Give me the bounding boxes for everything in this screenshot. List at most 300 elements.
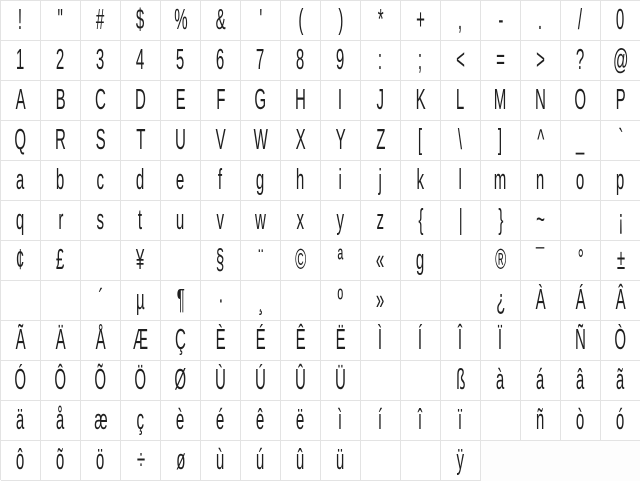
glyph-cell[interactable] <box>321 161 361 201</box>
glyph-cell[interactable] <box>121 281 161 321</box>
glyph: S <box>95 124 106 156</box>
glyph-cell-blank[interactable] <box>361 361 401 401</box>
glyph-cell[interactable] <box>441 441 481 481</box>
glyph: ¡ <box>617 204 624 236</box>
glyph-cell[interactable] <box>361 401 401 441</box>
glyph-cell[interactable] <box>321 321 361 361</box>
glyph: 4 <box>136 44 145 76</box>
glyph-cell[interactable] <box>81 1 121 41</box>
glyph-cell[interactable] <box>481 121 521 161</box>
glyph-cell-blank[interactable] <box>561 201 601 241</box>
glyph-cell-blank[interactable] <box>41 281 81 321</box>
glyph-cell[interactable] <box>161 201 201 241</box>
glyph: ë <box>296 404 305 436</box>
glyph-cell[interactable] <box>481 201 521 241</box>
glyph: $ <box>136 4 145 36</box>
glyph-cell[interactable] <box>1 321 41 361</box>
glyph: { <box>417 204 424 236</box>
glyph-cell-blank[interactable] <box>441 241 481 281</box>
glyph: â <box>576 364 585 396</box>
glyph: ò <box>576 404 585 436</box>
glyph: 9 <box>336 44 345 76</box>
glyph: & <box>215 4 226 36</box>
glyph-cell[interactable] <box>321 401 361 441</box>
glyph-cell-blank[interactable] <box>361 441 401 481</box>
glyph-cell[interactable] <box>241 241 281 281</box>
glyph-cell[interactable] <box>481 81 521 121</box>
glyph-cell[interactable] <box>561 281 601 321</box>
glyph: ø <box>175 444 186 476</box>
glyph-cell[interactable] <box>361 201 401 241</box>
glyph: ' <box>259 4 262 36</box>
glyph-cell[interactable] <box>321 41 361 81</box>
glyph-cell[interactable] <box>441 201 481 241</box>
glyph: Q <box>14 124 27 156</box>
glyph: J <box>376 84 385 116</box>
glyph-cell[interactable] <box>121 241 161 281</box>
glyph: ì <box>338 404 343 436</box>
glyph-cell[interactable] <box>201 401 241 441</box>
glyph-cell[interactable] <box>401 401 441 441</box>
glyph-cell[interactable] <box>241 81 281 121</box>
glyph: : <box>378 44 383 76</box>
glyph-cell[interactable] <box>321 1 361 41</box>
glyph-cell[interactable] <box>561 121 601 161</box>
glyph-cell[interactable] <box>481 161 521 201</box>
glyph-cell-blank[interactable] <box>401 281 441 321</box>
glyph-cell[interactable] <box>281 441 321 481</box>
glyph-cell[interactable] <box>201 81 241 121</box>
glyph: É <box>255 324 266 356</box>
glyph-cell[interactable] <box>561 1 601 41</box>
glyph-cell[interactable] <box>601 81 640 121</box>
glyph: ß <box>455 364 466 396</box>
glyph-cell[interactable] <box>41 401 81 441</box>
glyph: ÿ <box>456 444 465 476</box>
glyph-cell[interactable] <box>41 1 81 41</box>
glyph: » <box>376 284 385 316</box>
glyph: À <box>535 284 546 316</box>
glyph: ¿ <box>495 284 506 316</box>
glyph-cell[interactable] <box>1 201 41 241</box>
glyph-cell[interactable] <box>241 321 281 361</box>
glyph-cell[interactable] <box>401 161 441 201</box>
glyph-cell[interactable] <box>401 241 441 281</box>
glyph-cell[interactable] <box>241 1 281 41</box>
glyph-cell[interactable] <box>361 161 401 201</box>
glyph-cell[interactable] <box>481 361 521 401</box>
glyph-cell[interactable] <box>441 321 481 361</box>
glyph-cell[interactable] <box>41 241 81 281</box>
glyph: È <box>215 324 226 356</box>
glyph-cell[interactable] <box>81 161 121 201</box>
glyph-cell[interactable] <box>241 41 281 81</box>
glyph-cell[interactable] <box>601 41 640 81</box>
glyph-cell[interactable] <box>1 41 41 81</box>
glyph: 5 <box>176 44 185 76</box>
glyph-cell[interactable] <box>1 121 41 161</box>
glyph-cell[interactable] <box>321 441 361 481</box>
glyph-cell[interactable] <box>601 401 640 441</box>
glyph: £ <box>56 244 65 276</box>
glyph: ´ <box>97 284 104 316</box>
glyph: % <box>173 4 188 36</box>
glyph: U <box>175 124 186 156</box>
glyph-cell[interactable] <box>81 361 121 401</box>
glyph-cell[interactable] <box>561 41 601 81</box>
glyph-cell[interactable] <box>401 321 441 361</box>
glyph-cell[interactable] <box>161 161 201 201</box>
glyph-cell[interactable] <box>41 41 81 81</box>
glyph: " <box>57 4 64 36</box>
glyph-cell[interactable] <box>441 401 481 441</box>
glyph-cell[interactable] <box>121 41 161 81</box>
empty-slot <box>561 441 601 481</box>
glyph-cell[interactable] <box>81 81 121 121</box>
glyph-cell[interactable] <box>521 41 561 81</box>
glyph: Æ <box>132 324 149 356</box>
glyph-cell[interactable] <box>201 321 241 361</box>
glyph-cell[interactable] <box>601 281 640 321</box>
glyph-cell[interactable] <box>121 321 161 361</box>
glyph-cell-blank[interactable] <box>1 281 41 321</box>
glyph-cell[interactable] <box>321 121 361 161</box>
glyph-cell-blank[interactable] <box>401 361 441 401</box>
glyph-cell[interactable] <box>561 321 601 361</box>
glyph-cell[interactable] <box>201 441 241 481</box>
glyph-cell[interactable] <box>401 41 441 81</box>
glyph: Ü <box>335 364 346 396</box>
glyph: ¢ <box>16 244 25 276</box>
empty-slot <box>521 441 561 481</box>
glyph-cell-blank[interactable] <box>401 441 441 481</box>
glyph-cell[interactable] <box>41 81 81 121</box>
glyph-cell[interactable] <box>441 361 481 401</box>
glyph-cell[interactable] <box>121 441 161 481</box>
glyph: _ <box>576 124 585 156</box>
glyph: [ <box>418 124 423 156</box>
glyph-cell[interactable] <box>121 401 161 441</box>
glyph-cell[interactable] <box>481 41 521 81</box>
glyph-cell[interactable] <box>321 281 361 321</box>
glyph-cell[interactable] <box>561 81 601 121</box>
glyph-cell[interactable] <box>601 1 640 41</box>
glyph-cell[interactable] <box>201 1 241 41</box>
glyph-cell[interactable] <box>1 441 41 481</box>
glyph: B <box>55 84 66 116</box>
glyph-cell[interactable] <box>201 241 241 281</box>
glyph-cell[interactable] <box>201 161 241 201</box>
glyph-cell[interactable] <box>241 121 281 161</box>
glyph-cell[interactable] <box>1 361 41 401</box>
glyph-cell[interactable] <box>561 361 601 401</box>
glyph-cell[interactable] <box>601 121 640 161</box>
glyph-cell[interactable] <box>361 81 401 121</box>
glyph-cell-blank[interactable] <box>161 241 201 281</box>
glyph-cell[interactable] <box>281 1 321 41</box>
glyph: r <box>57 204 64 236</box>
glyph-cell[interactable] <box>161 441 201 481</box>
glyph-cell[interactable] <box>241 161 281 201</box>
glyph: Ù <box>215 364 226 396</box>
glyph-cell[interactable] <box>401 1 441 41</box>
glyph: i <box>338 164 343 196</box>
glyph: b <box>56 164 65 196</box>
glyph: k <box>416 164 425 196</box>
glyph-cell[interactable] <box>361 1 401 41</box>
glyph: û <box>296 444 305 476</box>
glyph-cell[interactable] <box>161 1 201 41</box>
glyph: E <box>175 84 186 116</box>
glyph: î <box>418 404 423 436</box>
glyph: T <box>135 124 146 156</box>
glyph: õ <box>56 444 65 476</box>
glyph-cell[interactable] <box>81 281 121 321</box>
glyph: ñ <box>536 404 545 436</box>
glyph: h <box>296 164 305 196</box>
glyph-cell[interactable] <box>161 81 201 121</box>
glyph-cell-blank[interactable] <box>521 321 561 361</box>
glyph: © <box>294 244 307 276</box>
glyph: ¥ <box>136 244 145 276</box>
glyph: , <box>458 4 463 36</box>
glyph-cell[interactable] <box>201 281 241 321</box>
glyph-cell[interactable] <box>561 161 601 201</box>
glyph: ° <box>577 244 584 276</box>
glyph: é <box>216 404 225 436</box>
glyph-cell[interactable] <box>401 121 441 161</box>
glyph: P <box>615 84 626 116</box>
glyph: * <box>377 4 384 36</box>
glyph: á <box>536 364 545 396</box>
glyph: 6 <box>216 44 225 76</box>
glyph-cell[interactable] <box>441 81 481 121</box>
glyph-cell[interactable] <box>161 121 201 161</box>
empty-slot <box>481 441 521 481</box>
glyph-cell[interactable] <box>401 81 441 121</box>
glyph: - <box>497 4 504 36</box>
glyph-cell[interactable] <box>521 161 561 201</box>
glyph-cell[interactable] <box>161 401 201 441</box>
glyph-cell[interactable] <box>81 321 121 361</box>
glyph: · <box>217 284 224 316</box>
glyph: í <box>378 404 383 436</box>
glyph: D <box>135 84 146 116</box>
glyph-cell[interactable] <box>81 401 121 441</box>
glyph-cell[interactable] <box>361 321 401 361</box>
glyph-cell[interactable] <box>521 1 561 41</box>
glyph: Z <box>375 124 386 156</box>
empty-slot <box>601 441 640 481</box>
glyph-cell[interactable] <box>281 201 321 241</box>
glyph-cell[interactable] <box>41 161 81 201</box>
glyph-cell[interactable] <box>601 321 640 361</box>
glyph: ( <box>297 4 304 36</box>
glyph-cell[interactable] <box>321 201 361 241</box>
glyph-cell[interactable] <box>41 121 81 161</box>
glyph: Ñ <box>575 324 586 356</box>
glyph-cell[interactable] <box>521 81 561 121</box>
glyph-cell[interactable] <box>1 241 41 281</box>
glyph-cell[interactable] <box>121 161 161 201</box>
glyph-cell[interactable] <box>81 121 121 161</box>
glyph: z <box>376 204 385 236</box>
glyph: Ö <box>134 364 147 396</box>
glyph-cell[interactable] <box>561 401 601 441</box>
glyph: ô <box>16 444 25 476</box>
glyph: µ <box>136 284 145 316</box>
glyph-cell[interactable] <box>281 41 321 81</box>
glyph-cell[interactable] <box>441 161 481 201</box>
glyph: u <box>176 204 185 236</box>
glyph-cell[interactable] <box>241 281 281 321</box>
glyph-cell[interactable] <box>241 401 281 441</box>
glyph: H <box>295 84 306 116</box>
glyph: 8 <box>296 44 305 76</box>
glyph-cell[interactable] <box>441 41 481 81</box>
glyph-cell[interactable] <box>601 161 640 201</box>
glyph: # <box>96 4 105 36</box>
glyph-cell[interactable] <box>81 41 121 81</box>
glyph-cell[interactable] <box>201 41 241 81</box>
glyph-cell[interactable] <box>81 441 121 481</box>
glyph: Ó <box>14 364 27 396</box>
glyph-cell[interactable] <box>161 361 201 401</box>
glyph: æ <box>93 404 108 436</box>
glyph: = <box>496 44 505 76</box>
glyph-cell[interactable] <box>241 361 281 401</box>
glyph: Î <box>458 324 463 356</box>
glyph-cell[interactable] <box>1 1 41 41</box>
glyph-cell[interactable] <box>601 201 640 241</box>
glyph: m <box>494 164 507 196</box>
glyph-cell[interactable] <box>41 201 81 241</box>
glyph-cell[interactable] <box>481 281 521 321</box>
glyph-cell[interactable] <box>281 161 321 201</box>
glyph-cell[interactable] <box>201 121 241 161</box>
glyph-cell[interactable] <box>521 281 561 321</box>
glyph: Û <box>295 364 306 396</box>
glyph-cell[interactable] <box>521 241 561 281</box>
glyph: V <box>215 124 226 156</box>
glyph: s <box>96 204 105 236</box>
glyph-cell-blank[interactable] <box>481 401 521 441</box>
glyph: > <box>536 44 545 76</box>
glyph-cell[interactable] <box>41 361 81 401</box>
glyph: g <box>416 244 425 276</box>
glyph-cell[interactable] <box>1 81 41 121</box>
glyph-cell[interactable] <box>481 321 521 361</box>
glyph: Ç <box>175 324 186 356</box>
glyph-cell[interactable] <box>361 281 401 321</box>
glyph-cell-blank[interactable] <box>81 241 121 281</box>
glyph: G <box>254 84 267 116</box>
glyph-cell-blank[interactable] <box>441 281 481 321</box>
glyph-cell[interactable] <box>1 401 41 441</box>
glyph: ® <box>494 244 507 276</box>
glyph-cell[interactable] <box>161 281 201 321</box>
glyph: ) <box>337 4 344 36</box>
glyph: Ä <box>55 324 66 356</box>
glyph-cell[interactable] <box>81 201 121 241</box>
glyph-cell[interactable] <box>521 361 561 401</box>
glyph-cell[interactable] <box>321 241 361 281</box>
glyph-cell[interactable] <box>441 1 481 41</box>
glyph: f <box>218 164 223 196</box>
glyph-cell[interactable] <box>161 41 201 81</box>
glyph: 7 <box>256 44 265 76</box>
glyph: Â <box>615 284 626 316</box>
glyph-cell[interactable] <box>601 361 640 401</box>
glyph: j <box>378 164 383 196</box>
glyph-cell[interactable] <box>121 1 161 41</box>
glyph: n <box>536 164 545 196</box>
glyph-cell[interactable] <box>241 201 281 241</box>
glyph: Y <box>335 124 346 156</box>
glyph: q <box>16 204 25 236</box>
glyph-cell[interactable] <box>121 201 161 241</box>
glyph-cell[interactable] <box>281 121 321 161</box>
glyph: I <box>338 84 343 116</box>
glyph: ~ <box>536 204 545 236</box>
glyph-cell[interactable] <box>281 401 321 441</box>
glyph-cell[interactable] <box>521 401 561 441</box>
glyph-cell[interactable] <box>241 441 281 481</box>
glyph-cell[interactable] <box>361 41 401 81</box>
glyph-cell[interactable] <box>121 121 161 161</box>
glyph: R <box>55 124 66 156</box>
glyph: p <box>616 164 625 196</box>
glyph-cell[interactable] <box>521 121 561 161</box>
glyph-cell[interactable] <box>401 201 441 241</box>
glyph-cell[interactable] <box>41 321 81 361</box>
glyph: ö <box>96 444 105 476</box>
glyph: A <box>15 84 26 116</box>
glyph: ä <box>16 404 25 436</box>
glyph: Ø <box>174 364 187 396</box>
glyph: ó <box>616 404 625 436</box>
glyph-cell[interactable] <box>481 1 521 41</box>
glyph-cell-blank[interactable] <box>281 281 321 321</box>
glyph-cell[interactable] <box>521 201 561 241</box>
glyph-cell[interactable] <box>121 81 161 121</box>
glyph: ã <box>616 364 625 396</box>
glyph-cell[interactable] <box>321 81 361 121</box>
glyph-cell[interactable] <box>281 361 321 401</box>
glyph-cell[interactable] <box>361 121 401 161</box>
glyph-cell[interactable] <box>601 241 640 281</box>
glyph-cell[interactable] <box>201 201 241 241</box>
glyph: a <box>16 164 25 196</box>
glyph-cell[interactable] <box>41 441 81 481</box>
glyph-cell[interactable] <box>561 241 601 281</box>
glyph-cell[interactable] <box>121 361 161 401</box>
glyph: Á <box>575 284 586 316</box>
glyph-cell[interactable] <box>281 241 321 281</box>
glyph-cell[interactable] <box>281 321 321 361</box>
glyph-cell[interactable] <box>321 361 361 401</box>
glyph: . <box>538 4 543 36</box>
glyph-cell[interactable] <box>481 241 521 281</box>
glyph: O <box>574 84 587 116</box>
glyph-cell[interactable] <box>161 321 201 361</box>
glyph-cell[interactable] <box>361 241 401 281</box>
glyph: ] <box>498 124 503 156</box>
glyph-cell[interactable] <box>441 121 481 161</box>
glyph-cell[interactable] <box>281 81 321 121</box>
glyph-cell[interactable] <box>201 361 241 401</box>
glyph-cell[interactable] <box>1 161 41 201</box>
